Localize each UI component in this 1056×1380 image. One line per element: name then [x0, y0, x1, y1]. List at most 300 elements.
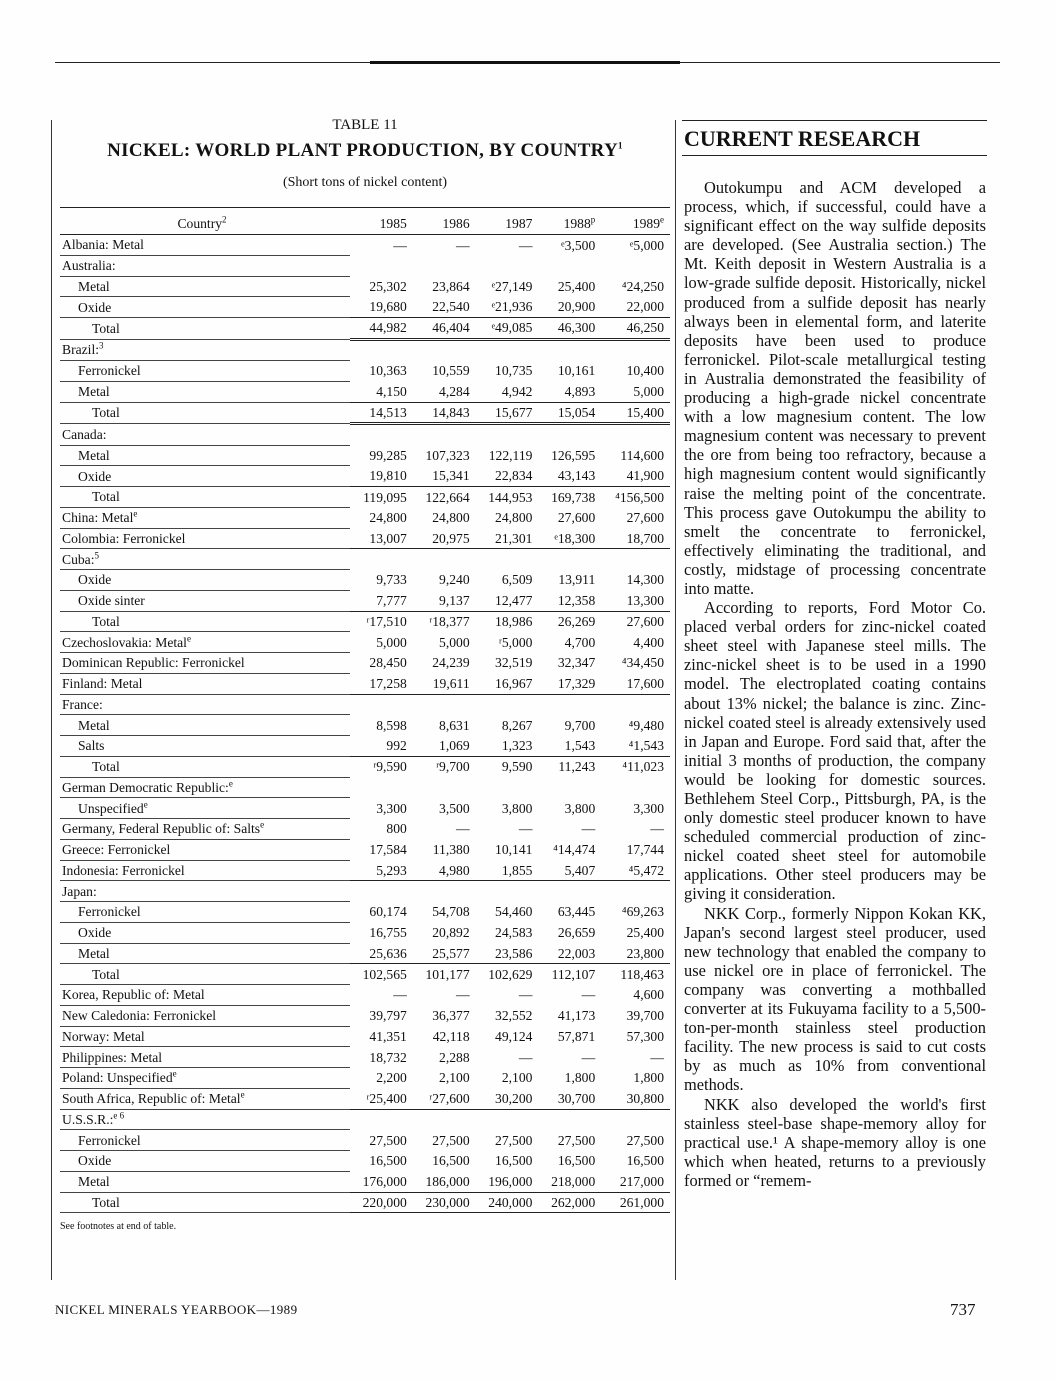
value-cell: 23,586 — [476, 943, 539, 964]
table-row — [60, 235, 670, 256]
table-row — [60, 715, 670, 736]
table-row — [60, 361, 670, 382]
value-cell: ᵉ5,000 — [629, 237, 664, 253]
value-cell: 5,000 — [439, 634, 470, 650]
value-cell — [601, 549, 670, 570]
value-cell: 217,000 — [601, 1171, 670, 1192]
value-cell: ʳ17,510 — [366, 614, 407, 630]
row-label: Oxide — [60, 297, 350, 318]
value-cell: 9,240 — [439, 572, 470, 588]
value-cell: 6,509 — [501, 572, 533, 588]
row-label: Total — [60, 1192, 350, 1213]
value-cell: ⁴5,472 — [601, 860, 670, 881]
table-row — [60, 1151, 670, 1172]
row-label: Total — [60, 318, 350, 340]
value-cell: 230,000 — [413, 1192, 476, 1213]
value-cell: 4,942 — [476, 381, 539, 402]
value-cell — [538, 549, 601, 570]
table-row — [60, 424, 670, 445]
value-cell: 41,900 — [601, 466, 670, 487]
table-row — [60, 922, 670, 943]
value-cell: 4,893 — [538, 381, 601, 402]
value-cell: 54,460 — [495, 904, 533, 920]
value-cell: 101,177 — [425, 966, 470, 982]
value-cell: 32,347 — [557, 655, 596, 671]
table-row — [60, 1005, 670, 1026]
value-cell: 22,834 — [476, 466, 539, 487]
value-cell: 23,800 — [601, 943, 670, 964]
table-row — [60, 466, 670, 487]
value-cell: 99,285 — [369, 447, 407, 463]
value-cell — [476, 1109, 539, 1130]
value-cell: 27,600 — [626, 614, 664, 630]
value-cell — [538, 255, 601, 276]
value-cell: 1,800 — [633, 1070, 664, 1086]
value-cell — [538, 694, 601, 715]
row-label: Unspecified$^e$ — [60, 798, 350, 819]
value-cell: 46,250 — [601, 318, 670, 340]
value-cell: 5,000 — [601, 381, 670, 402]
value-cell: 186,000 — [413, 1171, 476, 1192]
value-cell — [476, 424, 539, 445]
row-label: Ferronickel — [60, 902, 350, 923]
value-cell: 2,200 — [376, 1070, 407, 1086]
value-cell — [538, 339, 601, 360]
row-label: Total — [60, 756, 350, 777]
value-cell: 122,119 — [488, 447, 533, 463]
value-cell: 25,302 — [369, 278, 407, 294]
value-cell: 3,500 — [439, 800, 470, 816]
row-label: Finland: Metal — [60, 673, 350, 694]
value-cell: ᵉ21,936 — [476, 297, 539, 318]
value-cell: 15,400 — [601, 402, 670, 424]
value-cell: 5,000 — [376, 634, 407, 650]
value-cell: 2,100 — [439, 1070, 470, 1086]
row-label: Australia: — [60, 255, 350, 276]
value-cell — [350, 549, 413, 570]
value-cell: ⁴156,500 — [615, 489, 664, 505]
value-cell: 3,800 — [501, 800, 533, 816]
value-cell: 32,552 — [495, 1008, 533, 1024]
row-label: Oxide — [60, 922, 350, 943]
value-cell: — — [518, 1049, 533, 1065]
value-cell — [350, 694, 413, 715]
value-cell — [350, 777, 413, 798]
value-cell: 12,477 — [476, 590, 539, 611]
value-cell: 54,708 — [432, 904, 470, 920]
value-cell: 42,118 — [432, 1028, 470, 1044]
value-cell: 17,258 — [350, 673, 413, 694]
table-row — [60, 297, 670, 318]
value-cell — [601, 1109, 670, 1130]
value-cell: 992 — [350, 736, 413, 757]
value-cell — [413, 777, 476, 798]
table-row — [60, 611, 670, 632]
value-cell: 17,600 — [601, 673, 670, 694]
row-label: Philippines: Metal — [60, 1047, 350, 1068]
paragraph: NKK also developed the world's first stainless steel-base shape-memory alloy for practical use.¹ A shape-memory alloy is one which when heated, returns to a previously formed or “remem- — [684, 1094, 986, 1190]
value-cell: 30,200 — [476, 1088, 539, 1109]
year-column-header: 1985 — [350, 208, 413, 235]
table-row — [60, 402, 670, 424]
value-cell: 22,540 — [413, 297, 476, 318]
row-label: Metal — [60, 381, 350, 402]
value-cell: ᵉ27,149 — [491, 278, 533, 294]
value-cell: 800 — [386, 821, 407, 837]
value-cell: 25,636 — [350, 943, 413, 964]
value-cell — [601, 424, 670, 445]
value-cell — [476, 255, 539, 276]
row-label: Total — [60, 402, 350, 424]
value-cell: 112,107 — [551, 966, 596, 982]
row-label: Metal — [60, 445, 350, 466]
table-row — [60, 381, 670, 402]
value-cell: ʳ5,000 — [498, 634, 533, 650]
value-cell: 17,584 — [369, 842, 407, 858]
value-cell: 27,600 — [626, 510, 664, 526]
value-cell — [413, 881, 476, 902]
value-cell: — — [650, 1049, 664, 1065]
table-footnote: See footnotes at end of table. — [60, 1221, 177, 1232]
value-cell: 30,800 — [601, 1088, 670, 1109]
table-row — [60, 985, 670, 1006]
value-cell — [413, 424, 476, 445]
value-cell — [413, 255, 476, 276]
table-row — [60, 590, 670, 611]
table-body — [60, 235, 670, 1213]
value-cell: — — [581, 821, 596, 837]
value-cell: 10,363 — [369, 363, 407, 379]
value-cell — [476, 777, 539, 798]
value-cell: 119,095 — [363, 489, 407, 505]
value-cell: 24,800 — [432, 510, 470, 526]
value-cell: 144,953 — [488, 489, 533, 505]
value-cell: 24,583 — [495, 925, 533, 941]
value-cell: ⁴34,450 — [621, 655, 664, 671]
row-label: Total — [60, 487, 350, 508]
row-label: Ferronickel — [60, 1130, 350, 1151]
value-cell: ⁴9,480 — [628, 717, 664, 733]
value-cell: 41,173 — [557, 1008, 596, 1024]
value-cell: 1,069 — [413, 736, 476, 757]
section-heading: CURRENT RESEARCH — [684, 126, 921, 151]
table-row — [60, 736, 670, 757]
value-cell: 27,500 — [626, 1132, 664, 1148]
page-number: 737 — [950, 1300, 976, 1319]
value-cell: ⁴11,023 — [622, 759, 664, 775]
row-label: German Democratic Republic:$^e$ — [60, 777, 350, 798]
value-cell: 39,700 — [626, 1008, 664, 1024]
value-cell: 10,559 — [432, 363, 470, 379]
value-cell: ʳ9,590 — [373, 759, 407, 775]
table-row — [60, 487, 670, 508]
row-label: Canada: — [60, 424, 350, 445]
value-cell: ⁴69,263 — [621, 904, 664, 920]
table-row — [60, 276, 670, 297]
table-subtitle: (Short tons of nickel content) — [282, 175, 448, 190]
value-cell: 1,543 — [538, 736, 601, 757]
row-label: Colombia: Ferronickel — [60, 528, 350, 549]
value-cell: 10,735 — [495, 363, 533, 379]
research-text — [684, 178, 986, 1190]
value-cell: — — [518, 821, 533, 837]
value-cell: 10,161 — [557, 363, 596, 379]
value-cell: 13,300 — [601, 590, 670, 611]
value-cell: ʳ18,377 — [429, 614, 470, 630]
value-cell — [538, 424, 601, 445]
value-cell: — — [456, 237, 470, 253]
row-label: Germany, Federal Republic of: Salts$^e$ — [60, 819, 350, 840]
value-cell: 17,329 — [538, 673, 601, 694]
value-cell — [538, 1109, 601, 1130]
row-label: Japan: — [60, 881, 350, 902]
value-cell: 4,400 — [633, 634, 664, 650]
value-cell: — — [518, 237, 533, 253]
value-cell: — — [393, 237, 407, 253]
value-cell — [538, 777, 601, 798]
value-cell — [350, 881, 413, 902]
table-row — [60, 819, 670, 840]
value-cell: — — [456, 821, 470, 837]
value-cell: 57,300 — [626, 1028, 664, 1044]
value-cell: 14,300 — [626, 572, 664, 588]
value-cell: 25,400 — [557, 278, 596, 294]
value-cell: 16,500 — [432, 1153, 470, 1169]
table-row — [60, 1171, 670, 1192]
table-row — [60, 255, 670, 276]
table-row — [60, 570, 670, 591]
row-label: Korea, Republic of: Metal — [60, 985, 350, 1006]
value-cell: ᵉ18,300 — [538, 528, 601, 549]
value-cell: 4,284 — [413, 381, 476, 402]
value-cell — [413, 549, 476, 570]
value-cell: 16,500 — [626, 1153, 664, 1169]
value-cell: 30,700 — [538, 1088, 601, 1109]
row-label: Ferronickel — [60, 361, 350, 382]
year-column-header: 1988$^p$ — [538, 208, 601, 235]
table-row — [60, 549, 670, 570]
value-cell: 49,124 — [495, 1028, 533, 1044]
value-cell: 11,243 — [558, 759, 596, 775]
value-cell: 22,000 — [601, 297, 670, 318]
value-cell: 27,500 — [369, 1132, 407, 1148]
value-cell: 4,700 — [564, 634, 596, 650]
value-cell — [601, 339, 670, 360]
table-row — [60, 318, 670, 340]
country-column-header: Country$^2$ — [60, 208, 350, 235]
table-row — [60, 902, 670, 923]
table-row — [60, 632, 670, 653]
table-row — [60, 1088, 670, 1109]
value-cell: ⁴24,250 — [621, 278, 664, 294]
table-row — [60, 445, 670, 466]
value-cell: 43,143 — [538, 466, 601, 487]
value-cell: 18,700 — [601, 528, 670, 549]
value-cell — [350, 255, 413, 276]
table-row — [60, 756, 670, 777]
value-cell: 19,810 — [350, 466, 413, 487]
value-cell: 24,800 — [495, 510, 533, 526]
table-row — [60, 694, 670, 715]
value-cell: 240,000 — [476, 1192, 539, 1213]
value-cell: 15,677 — [476, 402, 539, 424]
table-row — [60, 507, 670, 528]
value-cell: 176,000 — [350, 1171, 413, 1192]
value-cell: 44,982 — [350, 318, 413, 340]
row-label: Cuba:$^5$ — [60, 549, 350, 570]
value-cell: 9,137 — [413, 590, 476, 611]
value-cell: 1,855 — [476, 860, 539, 881]
value-cell: 17,744 — [626, 842, 664, 858]
row-label: Norway: Metal — [60, 1026, 350, 1047]
value-cell: 57,871 — [557, 1028, 596, 1044]
value-cell: — — [456, 987, 470, 1003]
row-label: Poland: Unspecified$^e$ — [60, 1068, 350, 1089]
row-label: China: Metal$^e$ — [60, 507, 350, 528]
value-cell: 46,300 — [538, 318, 601, 340]
running-title: NICKEL MINERALS YEARBOOK—1989 — [55, 1302, 298, 1317]
table-row — [60, 943, 670, 964]
left-margin-rule — [51, 120, 52, 1280]
row-label: Indonesia: Ferronickel — [60, 860, 350, 881]
value-cell: 26,659 — [557, 925, 596, 941]
value-cell: 13,911 — [558, 572, 596, 588]
value-cell: 107,323 — [425, 447, 470, 463]
table-row — [60, 673, 670, 694]
value-cell: 15,054 — [538, 402, 601, 424]
value-cell: 7,777 — [350, 590, 413, 611]
value-cell — [476, 549, 539, 570]
value-cell: 20,892 — [432, 925, 470, 941]
value-cell: 63,445 — [557, 904, 596, 920]
row-label: Czechoslovakia: Metal$^e$ — [60, 632, 350, 653]
value-cell: 19,680 — [350, 297, 413, 318]
value-cell: 114,600 — [620, 447, 664, 463]
value-cell: 196,000 — [476, 1171, 539, 1192]
value-cell — [350, 424, 413, 445]
value-cell — [476, 881, 539, 902]
value-cell: 27,600 — [557, 510, 596, 526]
value-cell: 1,323 — [476, 736, 539, 757]
value-cell: 8,631 — [439, 717, 470, 733]
row-label: Dominican Republic: Ferronickel — [60, 653, 350, 674]
table-row — [60, 339, 670, 360]
value-cell: 16,500 — [495, 1153, 533, 1169]
value-cell: 4,600 — [633, 987, 664, 1003]
row-label: U.S.S.R.:$^{e 6}$ — [60, 1109, 350, 1130]
value-cell: 36,377 — [432, 1008, 470, 1024]
value-cell: 18,986 — [495, 614, 533, 630]
value-cell: 13,007 — [350, 528, 413, 549]
row-label: France: — [60, 694, 350, 715]
value-cell: 60,174 — [369, 904, 407, 920]
production-table — [60, 207, 670, 1213]
table-row — [60, 653, 670, 674]
paragraph: According to reports, Ford Motor Co. placed verbal orders for zinc-nickel coated sheet steel with Japanese steel mills. The zinc-nickel sheet is to be used in a 1990 model. The electroplated coating contains about 13% nickel; the balance is zinc. Zinc-nickel coated steel is already extensively used in Japan and Europe. Ford said that, after the initial 3 months of production, the company would be looking for domestic sources. Bethlehem Steel Corp., Pittsburgh, PA, is the only domestic steel producer known to have scheduled commercial production of zinc-nickel coated sheet steel for automobile applications. Other steel producers may be giving it consideration. — [684, 598, 986, 904]
row-label: Albania: Metal — [60, 235, 350, 256]
value-cell: — — [581, 987, 596, 1003]
value-cell: 23,864 — [432, 278, 470, 294]
value-cell: ʳ25,400 — [350, 1088, 413, 1109]
row-label: Total — [60, 611, 350, 632]
value-cell: 16,755 — [369, 925, 407, 941]
value-cell: 118,463 — [620, 966, 664, 982]
value-cell: 16,500 — [557, 1153, 596, 1169]
value-cell: 122,664 — [425, 489, 470, 505]
value-cell — [601, 255, 670, 276]
table-row — [60, 839, 670, 860]
value-cell: 20,900 — [538, 297, 601, 318]
value-cell: ᵉ49,085 — [476, 318, 539, 340]
value-cell: 3,300 — [376, 800, 407, 816]
value-cell — [413, 694, 476, 715]
row-label: Oxide — [60, 570, 350, 591]
year-column-header: 1987 — [476, 208, 539, 235]
value-cell: 5,293 — [350, 860, 413, 881]
paragraph: Outokumpu and ACM developed a process, which, if successful, could have a significant effect on the way sulfide deposits are developed. (See Australia section.) The Mt. Keith deposit in Western Australia is a low-grade sulfide deposit. Historically, nickel produced from a sulfide deposit has nearly always been in elemental form, and laterite deposits have been used to produce ferronickel. Pilot-scale metallurgical testing in Australia demonstrated the feasibility of producing a high-grade nickel concentrate with a low magnesium content. The low magnesium content was necessary to prevent the ore from being too refractory, because a high magnesium content would significantly raise the melting point of the concentrate. This process gave Outokumpu the ability to smelt the concentrate to ferronickel, effectively eliminating the traditional, and costly, midstage of processing concentrate into matte. — [684, 178, 986, 598]
paragraph: NKK Corp., formerly Nippon Kokan KK, Japan's second largest steel producer, used new technology that enabled the company to use nickel ore in place of ferronickel. The company was converting a mothballed converter at its Fukuyama facility to a 5,500-ton-per-month stainless steel production facility. The new process is said to cut costs by as much as 10% from conventional methods. — [684, 903, 986, 1095]
value-cell: — — [581, 1049, 596, 1065]
value-cell — [476, 694, 539, 715]
value-cell: — — [393, 987, 407, 1003]
value-cell: 27,500 — [495, 1132, 533, 1148]
value-cell: 220,000 — [350, 1192, 413, 1213]
value-cell: 2,288 — [439, 1049, 470, 1065]
value-cell — [413, 339, 476, 360]
value-cell: 25,577 — [413, 943, 476, 964]
row-label: Oxide sinter — [60, 590, 350, 611]
row-label: Salts — [60, 736, 350, 757]
value-cell — [413, 1109, 476, 1130]
value-cell: 8,267 — [501, 717, 533, 733]
value-cell: 3,300 — [633, 800, 664, 816]
value-cell: 5,407 — [538, 860, 601, 881]
row-label: New Caledonia: Ferronickel — [60, 1005, 350, 1026]
value-cell: 39,797 — [369, 1008, 407, 1024]
value-cell: 10,141 — [495, 842, 533, 858]
value-cell: 218,000 — [538, 1171, 601, 1192]
value-cell: 26,269 — [557, 614, 596, 630]
value-cell: 27,500 — [557, 1132, 596, 1148]
value-cell: 2,100 — [501, 1070, 533, 1086]
value-cell: ʳ27,600 — [413, 1088, 476, 1109]
row-label: Metal — [60, 276, 350, 297]
value-cell: 102,629 — [488, 966, 533, 982]
row-label: Metal — [60, 943, 350, 964]
value-cell: 15,341 — [413, 466, 476, 487]
value-cell: ⁴1,543 — [601, 736, 670, 757]
value-cell: ᵉ3,500 — [561, 237, 596, 253]
table-row — [60, 964, 670, 985]
table-row — [60, 1068, 670, 1089]
value-cell: 25,400 — [626, 925, 664, 941]
value-cell: 41,351 — [369, 1028, 407, 1044]
row-label: Total — [60, 964, 350, 985]
row-label: Oxide — [60, 466, 350, 487]
value-cell — [350, 1109, 413, 1130]
row-label: Metal — [60, 1171, 350, 1192]
value-cell: 12,358 — [538, 590, 601, 611]
row-label: Oxide — [60, 1151, 350, 1172]
value-cell: 262,000 — [538, 1192, 601, 1213]
row-label: Brazil:$^3$ — [60, 339, 350, 360]
value-cell: 4,150 — [350, 381, 413, 402]
table-row — [60, 1192, 670, 1213]
value-cell: 3,800 — [564, 800, 596, 816]
table-row — [60, 528, 670, 549]
value-cell: 9,733 — [376, 572, 407, 588]
value-cell: 126,595 — [551, 447, 596, 463]
